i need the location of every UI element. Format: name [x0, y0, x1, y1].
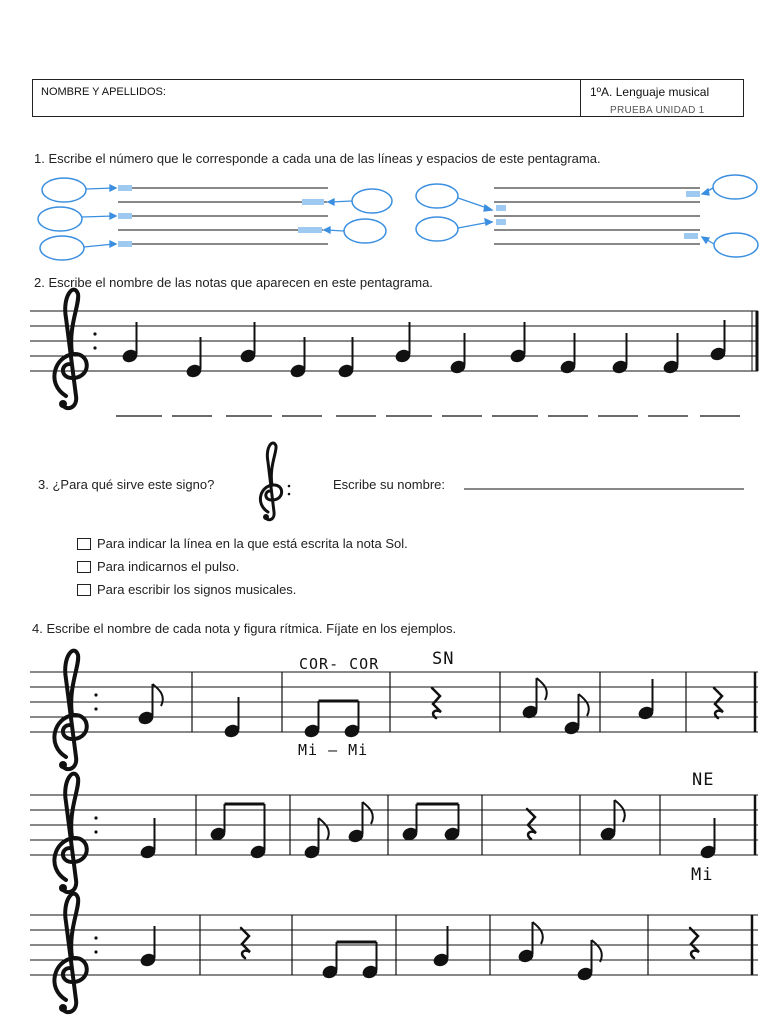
beamed-eighth-pair [321, 942, 379, 980]
eighth-note [599, 800, 625, 842]
quarter-rest-icon [241, 928, 250, 958]
q4-staves [30, 651, 758, 1013]
quarter-note [637, 679, 655, 721]
eighth-note [563, 694, 589, 736]
eighth-note [347, 802, 373, 844]
quarter-note [139, 818, 157, 860]
treble-clef-icon [54, 290, 86, 409]
quarter-note [239, 322, 257, 364]
handwritten-mi: Mi [691, 865, 714, 885]
name-label: NOMBRE Y APELLIDOS: [41, 86, 166, 98]
q1-right-staff [494, 188, 700, 244]
handwritten-sn: SN [432, 649, 455, 669]
eighth-note [137, 684, 163, 726]
beamed-eighth-pair [209, 804, 267, 860]
q4-staff [30, 651, 758, 770]
option-label: Para indicar la línea en la que está escrita la nota Sol. [97, 536, 408, 551]
handwritten-ne: NE [692, 770, 715, 790]
quarter-note [699, 818, 717, 860]
q4-staff [30, 894, 758, 1013]
quarter-note [289, 337, 307, 379]
treble-clef-icon [54, 651, 86, 770]
eighth-note [576, 940, 602, 982]
quarter-note [432, 926, 450, 968]
quarter-note [559, 333, 577, 375]
handwritten-mi-mi: Mi – Mi [298, 741, 369, 759]
question-1: 1. Escribe el número que le corresponde a cada una de las líneas y espacios de este pentagrama. [34, 151, 601, 166]
q2-staff [30, 311, 758, 371]
quarter-rest-icon [690, 928, 699, 958]
quarter-note [611, 333, 629, 375]
quarter-note [509, 322, 527, 364]
quarter-rest-icon [527, 809, 536, 839]
quarter-note [662, 333, 680, 375]
q4-staff [30, 774, 758, 893]
option-label: Para escribir los signos musicales. [97, 582, 297, 597]
quarter-rest-icon [714, 688, 723, 718]
quarter-note [337, 337, 355, 379]
eighth-note [303, 818, 329, 860]
quarter-note [394, 322, 412, 364]
eighth-note [521, 678, 547, 720]
question-2: 2. Escribe el nombre de las notas que aparecen en este pentagrama. [34, 275, 433, 290]
quarter-note [185, 337, 203, 379]
quarter-note [449, 333, 467, 375]
eighth-note [517, 922, 543, 964]
beamed-eighth-pair [303, 701, 361, 739]
question-3: 3. ¿Para qué sirve este signo? [38, 477, 215, 492]
unit-label: PRUEBA UNIDAD 1 [610, 105, 705, 116]
quarter-note [121, 322, 139, 364]
quarter-note [223, 697, 241, 739]
handwritten-cor-cor: COR- COR [299, 655, 380, 673]
q2-notes [121, 320, 727, 379]
quarter-rest-icon [432, 688, 441, 718]
treble-clef-icon [54, 894, 86, 1013]
treble-clef-icon [54, 774, 86, 893]
course-label: 1ºA. Lenguaje musical [590, 85, 710, 99]
question-3-name-label: Escribe su nombre: [333, 477, 445, 492]
q1-left-staff [118, 188, 328, 244]
quarter-note [139, 926, 157, 968]
treble-clef-icon [260, 443, 281, 520]
question-4: 4. Escribe el nombre de cada nota y figura rítmica. Fíjate en los ejemplos. [32, 621, 457, 636]
option-label: Para indicarnos el pulso. [97, 559, 240, 574]
